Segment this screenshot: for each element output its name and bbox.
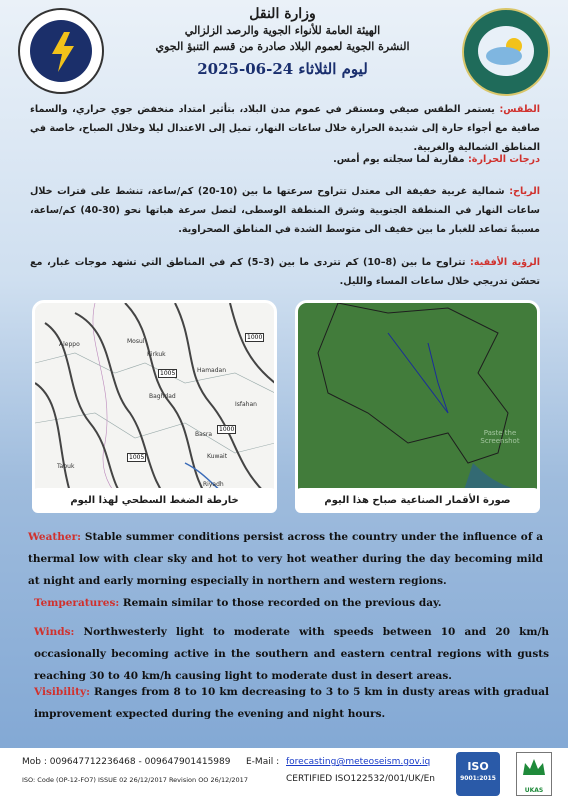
english-visibility-label: Visibility: (34, 686, 90, 698)
isobar-label: 1005 (160, 370, 176, 377)
english-temp-paragraph (34, 592, 549, 614)
english-visibility-paragraph (34, 681, 549, 725)
arabic-visibility-text: تتراوح ما بين (8–10) كم تتردى ما بين (3–5) كم في المناطق التي تشهد موجات غبار، مع تحسّن تدريجي خلال ساعات المساء والليل. (30, 257, 540, 287)
iso-badge-text: ISO (467, 760, 489, 773)
arabic-visibility-paragraph (30, 253, 540, 291)
certification: CERTIFIED ISO122532/001/UK/En (286, 774, 435, 784)
ukas-badge (516, 752, 552, 796)
map-place: Tabuk (57, 463, 75, 470)
surface-pressure-map (32, 300, 277, 510)
ukas-text: UKAS (524, 787, 544, 794)
map-place: Riyadh (203, 481, 224, 488)
iso-code: ISO: Code (OP-12-FO7) ISSUE 02 26/12/2017 Revision OO 26/12/2017 (22, 776, 248, 784)
isobar-label: 1000 (219, 426, 235, 433)
english-weather-text: Stable summer conditions persist across the country under the influence of a thermal low with clear sky and hot to very hot weather during the day becoming mild at night and early morning especially in northern and western regions. (28, 531, 543, 587)
arabic-weather-label: الطقس: (499, 104, 540, 115)
english-weather-paragraph (28, 526, 543, 592)
english-wind-text: Northwesterly light to moderate with speeds between 10 and 20 km/h occasionally becoming active in the southern and eastern central regions with gusts reaching 30 to 40 km/h causing light to moderate dust in desert areas. (34, 626, 549, 682)
isobar-label: 1005 (129, 454, 145, 461)
arabic-weather-text: يستمر الطقس صيفي ومستقر في عموم مدن البلاد، بتأثير امتداد منخفض جوي حراري، والسماء صافية مع أجواء حارة إلى شديدة الحرارة خلال ساعات النهار، تميل إلى الاعتدال ليلا وخلال الصباح، خاصة في المناطق الشمالية والغربية. (30, 104, 540, 153)
isobar-label: 1000 (247, 334, 263, 341)
map-place: Mosul (127, 338, 145, 345)
map-place: Isfahan (235, 401, 257, 408)
email-label: E-Mail : (246, 757, 280, 767)
date-line: ليوم الثلاثاء 24-06-2025 (197, 60, 368, 78)
bulletin-title: النشرة الجوية لعموم البلاد صادرة من قسم التنبؤ الجوي (155, 40, 410, 53)
crown-icon (517, 753, 551, 783)
header (0, 0, 568, 95)
map-place: Kuwait (207, 453, 228, 460)
arabic-weather-paragraph (30, 100, 540, 157)
map-place: Hamadan (197, 367, 226, 374)
map-place: Aleppo (59, 341, 80, 348)
arabic-temp-text: مقاربة لما سجلته يوم أمس. (333, 154, 468, 165)
arabic-temp-paragraph (30, 150, 540, 169)
meteorological-org-logo (462, 8, 550, 96)
arabic-wind-label: الرياح: (509, 186, 541, 197)
english-temp-label: Temperatures: (34, 597, 120, 609)
map-place: Baghdad (149, 393, 176, 400)
ministry-title: وزارة النقل (249, 6, 316, 22)
iso-standard: 9001:2015 (460, 775, 496, 782)
forecasting-dept-logo (18, 8, 104, 94)
surface-map-caption: خارطة الضغط السطحي لهذا اليوم (32, 488, 277, 513)
english-temp-text: Remain similar to those recorded on the previous day. (119, 597, 442, 609)
english-weather-label: Weather: (28, 531, 81, 543)
arabic-wind-paragraph (30, 182, 540, 239)
authority-title: الهيئة العامة للأنواء الجوية والرصد الزلزالي (184, 24, 381, 37)
map-place: Kirkuk (147, 351, 166, 358)
satellite-watermark: Paste the Screenshot (480, 429, 520, 445)
english-wind-label: Winds: (34, 626, 75, 638)
arabic-wind-text: شمالية غربية خفيفة الى معتدل تتراوح سرعتها ما بين (10-20) كم/ساعة، تنشط على فترات خلال ساعات النهار في المنطقة الجنوبية وشرق المنطقة الوسطى، لتصل سرعة هباتها نحو (30-40) كم/ساعة، مسببةً تصاعد للغبار ما بين خفيف الى متوسط الشدة في المناطق الصحراوية. (30, 186, 540, 235)
satellite-caption: صورة الأقمار الصناعية صباح هذا اليوم (295, 488, 540, 513)
map-place: Basra (195, 431, 213, 438)
email-link[interactable]: forecasting@meteoseism.gov.iq (286, 757, 431, 767)
cloud-sun-icon (484, 36, 530, 66)
satellite-image (295, 300, 540, 510)
english-wind-paragraph (34, 621, 549, 687)
iso-badge (456, 752, 500, 796)
arabic-temp-label: درجات الحرارة: (467, 154, 540, 165)
lightning-icon (48, 32, 78, 72)
mobile-numbers: Mob : 009647712236468 - 009647901415989 (22, 757, 231, 767)
arabic-visibility-label: الرؤية الأفقية: (470, 257, 540, 268)
english-visibility-text: Ranges from 8 to 10 km decreasing to 3 to 5 km in dusty areas with gradual improvement expected during the evening and night hours. (34, 686, 549, 720)
